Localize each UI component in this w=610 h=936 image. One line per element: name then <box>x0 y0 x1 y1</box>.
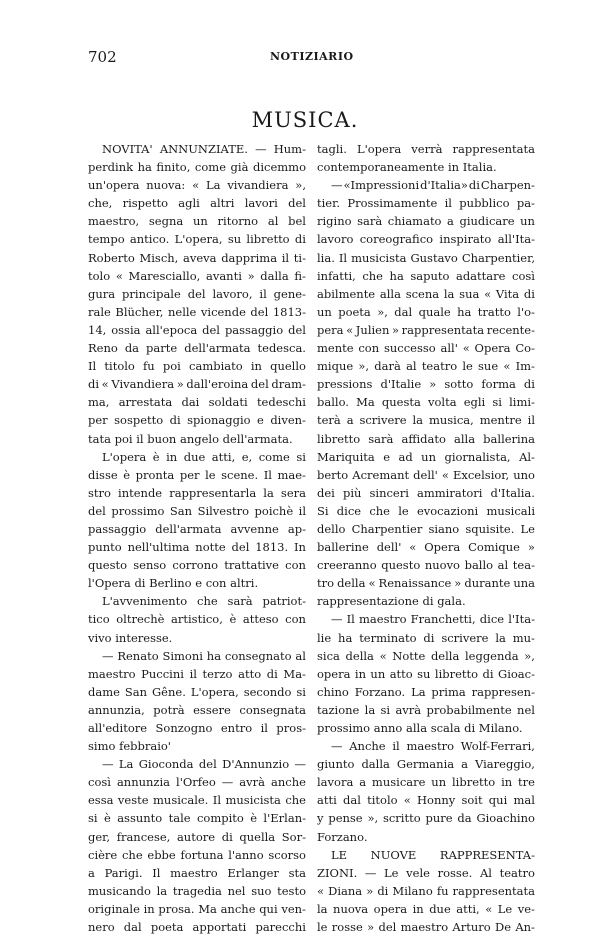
text-line: abilmente alla scena la sua « Vita di <box>317 286 535 301</box>
text-line: infatti, che ha saputo adattare così <box>317 268 535 283</box>
text-line: tempo antico. L'opera, su libretto di <box>88 232 306 247</box>
text-line: giunto dalla Germania a Viareggio, <box>317 757 535 772</box>
text-line: maestro Puccini il terzo atto di Ma- <box>88 666 306 681</box>
text-line: tazione la si avrà probabilmente nel <box>317 702 535 717</box>
text-line: originale in prosa. Ma anche qui ven- <box>88 901 306 916</box>
text-line: all'editore Sonzogno entro il pros- <box>88 721 306 735</box>
text-line: che, rispetto agli altri lavori del <box>88 196 306 211</box>
text-line: dei più sinceri ammiratori d'Italia. <box>317 485 535 500</box>
text-line: terà a scrivere la musica, mentre il <box>317 413 535 428</box>
text-line: stro intende rappresentarla la sera <box>88 485 306 500</box>
text-line: lie ha terminato di scrivere la mu- <box>317 630 535 645</box>
text-line: del prossimo San Silvestro poichè il <box>88 503 306 518</box>
text-line: pera « Julien » rappresentata recente- <box>317 322 535 337</box>
text-line: tier. Prossimamente il pubblico pa- <box>317 196 535 211</box>
text-line: le rosse » del maestro Arturo De An- <box>317 920 535 935</box>
text-line: lavoro coreografico inspirato all'Ita- <box>317 232 535 247</box>
text-line: un poeta », dal quale ha tratto l'o- <box>317 304 535 319</box>
text-line: « Diana » di Milano fu rappresentata <box>317 883 535 898</box>
text-line: lavora a musicare un libretto in tre <box>317 775 535 790</box>
text-line: mente con successo all' « Opera Co- <box>317 341 535 356</box>
text-line: simo febbraio' <box>88 739 171 754</box>
left-text-column <box>88 140 306 936</box>
text-line: per sospetto di spionaggio e diven- <box>88 413 306 428</box>
text-line: annunzia, potrà essere consegnata <box>88 702 306 717</box>
text-line: L'avvenimento che sarà patriot- <box>102 594 306 609</box>
text-line: LE NUOVE RAPPRESENTA- <box>331 847 535 862</box>
text-line: ZIONI. — Le vele rosse. Al teatro <box>317 865 535 880</box>
text-line: cière che ebbe fortuna l'anno scorso <box>88 847 306 862</box>
text-line: atti dal titolo « Honny soit qui mal <box>317 793 535 808</box>
text-line: 14, ossia all'epoca del passaggio del <box>88 322 306 337</box>
text-line: creeranno questo nuovo ballo al tea- <box>317 558 535 573</box>
text-line: l'Opera di Berlino e con altri. <box>88 576 259 591</box>
text-line: pressions d'Italie » sotto forma di <box>317 377 535 392</box>
text-line: questo senso corrono trattative con <box>88 558 306 573</box>
text-line: Forzano. <box>317 829 368 844</box>
text-line: L'opera è in due atti, e, come si <box>102 449 306 464</box>
text-line: si è assunto tale compito è l'Erlan- <box>88 811 306 826</box>
text-line: punto nell'ultima notte del 1813. In <box>88 540 306 555</box>
text-line: passaggio dell'armata avvenne ap- <box>88 521 306 536</box>
text-line: tro della « Renaissance » durante una <box>317 576 535 591</box>
text-line: Reno da parte dell'armata tedesca. <box>88 341 306 356</box>
text-line: contemporaneamente in Italia. <box>317 160 497 175</box>
text-line: gura principale del lavoro, il gene- <box>88 286 306 301</box>
text-line: maestro, segna un ritorno al bel <box>88 214 306 229</box>
text-line: opera in un atto su libretto di Gioac- <box>317 666 535 681</box>
text-line: vivo interesse. <box>88 630 173 645</box>
section-title: MUSICA. <box>251 108 359 132</box>
text-line: nero dal poeta apportati parecchi <box>88 920 306 935</box>
text-line: y pense », scritto pure da Gioachino <box>317 811 535 826</box>
text-line: ballo. Ma questa volta egli si limi- <box>317 395 535 410</box>
text-line: lia. Il musicista Gustavo Charpentier, <box>317 250 535 265</box>
text-line: prossimo anno alla scala di Milano. <box>317 721 523 735</box>
text-line: — «Impressioni d'Italia» di Charpen- <box>331 178 535 193</box>
text-line: a Parigi. Il maestro Erlanger sta <box>88 865 306 880</box>
text-line: Roberto Misch, aveva dapprima il ti- <box>88 250 306 265</box>
text-line: Mariquita e ad un giornalista, Al- <box>317 449 535 464</box>
text-line: dame San Gêne. L'opera, secondo si <box>88 684 306 699</box>
text-line: Si dice che le evocazioni musicali <box>317 503 535 518</box>
text-line: mique », darà al teatro le sue « Im- <box>317 359 535 374</box>
text-line: tagli. L'opera verrà rappresentata <box>317 142 535 156</box>
text-line: berto Acremant dell' « Excelsior, uno <box>317 467 535 482</box>
text-line: di « Vivandiera » dall'eroina del dram- <box>88 377 306 392</box>
text-line: — La Gioconda del D'Annunzio — <box>102 757 306 772</box>
text-line: — Il maestro Franchetti, dice l'Ita- <box>331 612 535 627</box>
text-line: così annunzia l'Orfeo — avrà anche <box>88 775 306 790</box>
text-line: perdink ha finito, come già dicemmo <box>88 160 306 175</box>
text-line: essa veste musicale. Il musicista che <box>88 793 306 808</box>
text-line: ger, francese, autore di quella Sor- <box>88 829 306 844</box>
running-header: NOTIZIARIO <box>270 50 354 63</box>
text-line: — Anche il maestro Wolf-Ferrari, <box>331 739 535 754</box>
text-line: un'opera nuova: « La vivandiera », <box>88 178 306 193</box>
text-line: disse è pronta per le scene. Il mae- <box>88 467 306 482</box>
text-line: ma, arrestata dai soldati tedeschi <box>88 395 306 410</box>
text-line: chino Forzano. La prima rappresen- <box>317 684 535 699</box>
text-line: Il titolo fu poi cambiato in quello <box>88 359 306 374</box>
text-line: NOVITA' ANNUNZIATE. — Hum- <box>102 142 306 156</box>
text-line: rigino sarà chiamato a giudicare un <box>317 214 535 229</box>
text-line: rale Blücher, nelle vicende del 1813- <box>88 304 306 319</box>
text-line: musicando la tragedia nel suo testo <box>88 883 306 898</box>
text-line: tata poi il buon angelo dell'armata. <box>88 431 293 446</box>
text-line: libretto sarà affidato alla ballerina <box>317 431 535 446</box>
text-line: sica della « Notte della leggenda », <box>317 648 535 663</box>
text-line: tico oltrechè artistico, è atteso con <box>88 612 306 627</box>
text-line: ballerine dell' « Opera Comique » <box>317 540 535 555</box>
text-line: tolo « Maresciallo, avanti » dalla fi- <box>88 268 306 283</box>
text-line: dello Charpentier siano squisite. Le <box>317 521 535 536</box>
text-line: rappresentazione di gala. <box>317 594 466 609</box>
right-text-column <box>317 140 535 936</box>
page-number: 702 <box>88 48 117 66</box>
text-line: — Renato Simoni ha consegnato al <box>102 648 306 663</box>
text-line: la nuova opera in due atti, « Le ve- <box>317 901 535 916</box>
